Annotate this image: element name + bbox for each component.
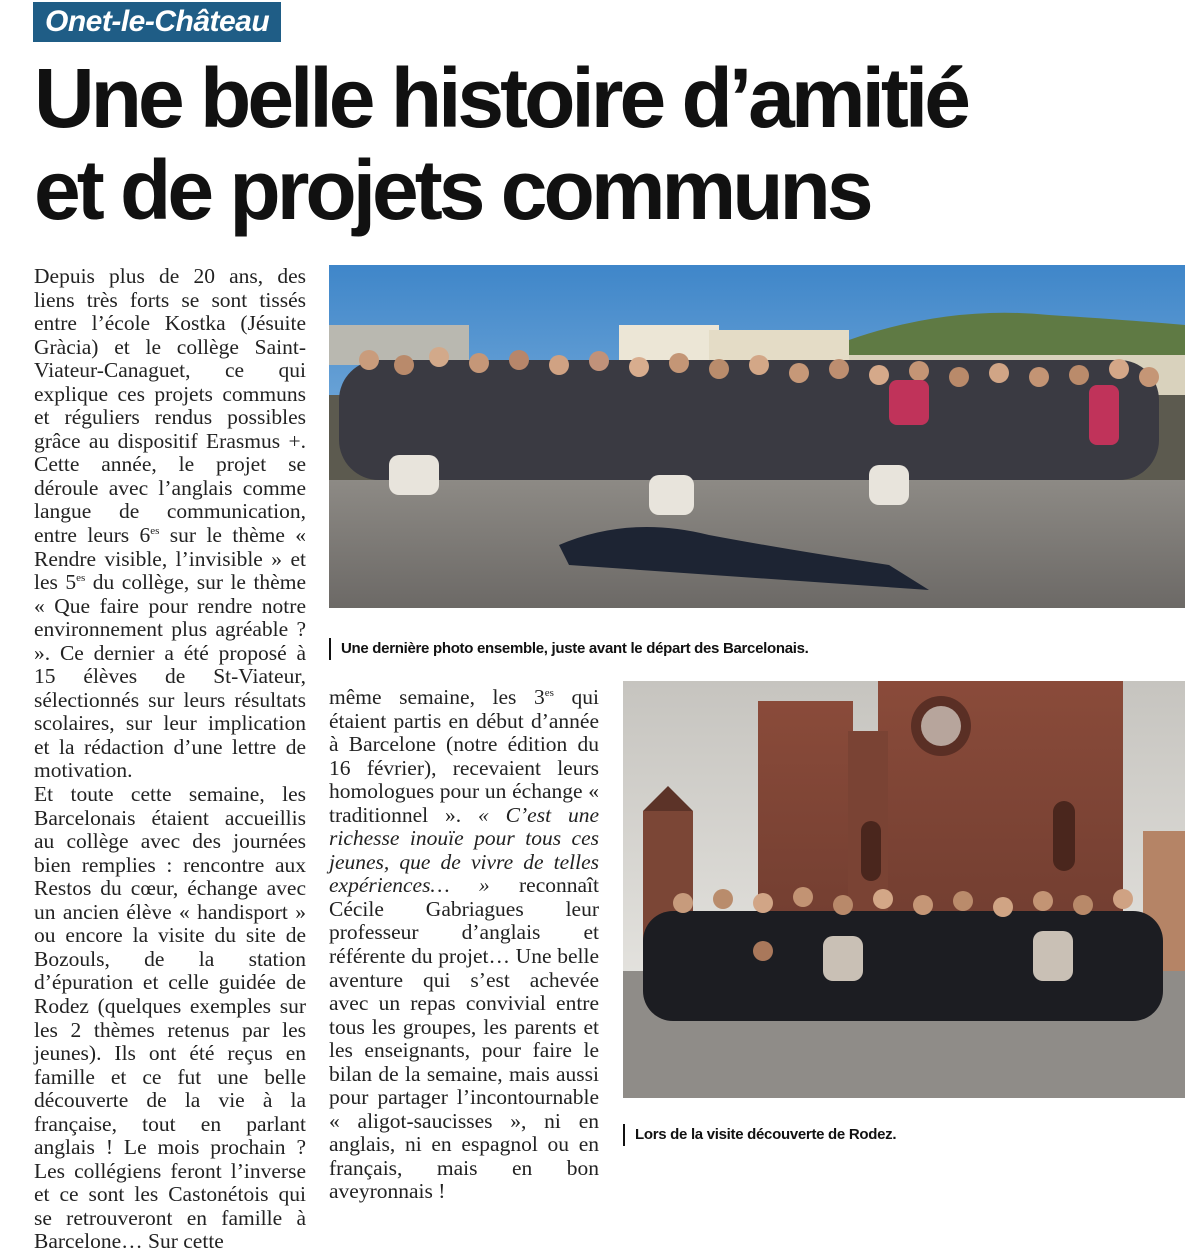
article-column-1: [34, 265, 306, 1254]
superscript: es: [150, 524, 160, 537]
photo-1-caption: Une dernière photo ensemble, juste avant le départ des Barcelonais.: [329, 638, 809, 660]
section-kicker: Onet-le-Château: [33, 2, 281, 42]
group-photo: [329, 265, 1185, 608]
headline-line-2: et de projets communs: [34, 143, 870, 237]
headline-line-1: Une belle histoire d’amitié: [34, 51, 967, 145]
paragraph-1-part-c: du collège, sur le thème « Que faire pour rendre notre environnement plus agréable ? ». Ce dernier a été proposé à 15 élèves de St-Viateur, sélectionnés sur leurs résultats scolaires, sur leur implication et la rédaction d’une lettre de motivation.: [34, 570, 306, 783]
superscript: es: [76, 571, 86, 584]
article-column-2: [329, 686, 599, 1204]
paragraph-2: Et toute cette semaine, les Barcelonais étaient accueillis au collège avec des journées bien remplies : rencontre aux Restos du cœur, échange avec un ancien élève « handisport » ou encore la visite du site de Bozouls, de la station d’épuration et celle guidée de Rodez (quelques exemples sur les 2 thèmes retenus par les jeunes). Ils ont été reçus en famille et ce fut une belle découverte de la vie à la française, tout en parlant anglais ! Le mois prochain ? Les collégiens feront l’inverse et ce sont les Castonétois qui se retrouveront en famille à Barcelone… Sur cette: [34, 782, 306, 1254]
superscript: es: [544, 686, 554, 699]
cathedral-photo: [623, 681, 1185, 1098]
paragraph-3-part-b: qui étaient partis en début d’année à Barcelone (notre édition du 16 février), recevaient leurs homologues pour un échange « traditionnel ».: [329, 685, 600, 827]
paragraph-1: [34, 265, 306, 783]
headline: [34, 52, 1164, 236]
photo-2-caption: Lors de la visite découverte de Rodez.: [623, 1124, 896, 1146]
paragraph-3: [329, 686, 599, 1204]
paragraph-3-part-a: même semaine, les 3: [329, 685, 545, 709]
paragraph-1-part-b: sur le thème « Rendre visible, l’invisible » et les 5: [34, 523, 307, 595]
paragraph-3-part-c: reconnaît Cécile Gabriagues leur professeur d’anglais et référente du projet… Une belle aventure qui s’est achevée avec un repas convivial entre tous les groupes, les parents et les enseignants, pour faire le bilan de la semaine, mais aussi pour partager l’incontournable « aligot-saucisses », ni en anglais, ni en espagnol ou en français, mais en bon aveyronnais !: [329, 873, 599, 1204]
paragraph-1-part-a: Depuis plus de 20 ans, des liens très forts se sont tissés entre l’école Kostka (Jésuite Gràcia) et le collège Saint-Viateur-Canaguet, ce qui explique ces projets communs et réguliers rendus possibles grâce au dispositif Erasmus +. Cette année, le projet se déroule avec l’anglais comme langue de communication, entre leurs 6: [34, 264, 306, 548]
teacher-quote: « C’est une richesse inouïe pour tous ces jeunes, que de vivre de telles expériences… »: [329, 802, 599, 898]
